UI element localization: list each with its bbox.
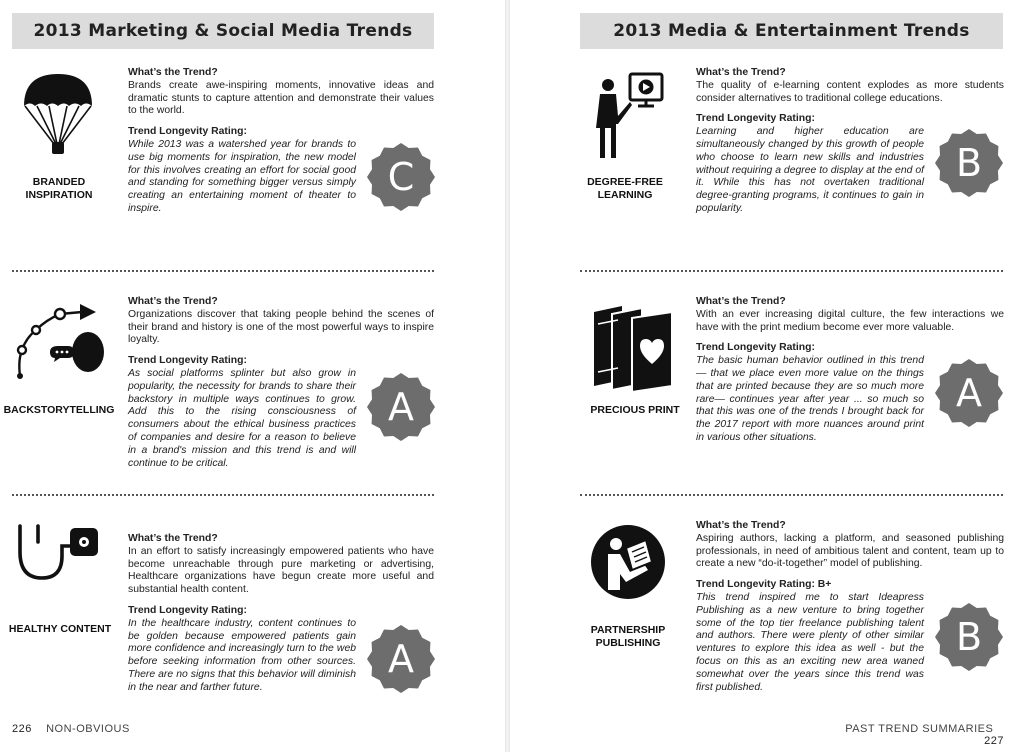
rating-label: Trend Longevity Rating: [696, 113, 815, 125]
what-label: What’s the Trend? [696, 67, 786, 78]
what-text: With an ever increasing digital culture, the few interactions we have with the print medium become ever more valuable. [696, 308, 1004, 333]
what-label: What’s the Trend? [128, 296, 218, 307]
rating-text: In the healthcare industry, content continues to be golden because empowered patients gain more confidence and increasingly turn to the web before seeking information from other sources. There are no signs that this behavior will diminish in the near and farther future. [128, 617, 356, 693]
section-divider [580, 270, 1003, 272]
grade-letter: A [956, 371, 982, 415]
books-heart-icon [592, 302, 674, 399]
right-page [510, 0, 1024, 752]
grade-badge [366, 142, 436, 212]
rating-text: While 2013 was a watershed year for brands to use big moments for inspiration, the new model for this involves creating an effort for social good and standing for something bigger versus simply creating an entertaining moment of theater to inspire. [128, 138, 356, 214]
parachute-icon [20, 72, 96, 161]
grade-letter: B [955, 615, 983, 659]
left-page [0, 0, 505, 752]
rating-label: Trend Longevity Rating: [128, 604, 247, 616]
trend-name: HEALTHY CONTENT [8, 623, 112, 635]
grade-letter: B [955, 141, 983, 185]
grade-badge [934, 128, 1004, 198]
rating-text: The basic human behavior outlined in this trend— that we place even more value on the things that are printed because they are so much more rare— continues year after year ... so much so that this was one of the trends I brought back for the 2017 report with more nuances around print in various other situations. [696, 355, 924, 443]
trend-name: PRECIOUS PRINT [590, 404, 680, 416]
page-footer [12, 723, 130, 735]
what-text: The quality of e-learning content explodes as more students consider alternatives to traditional college educations. [696, 79, 1004, 104]
section-divider [12, 270, 434, 272]
grade-letter: A [388, 385, 414, 429]
stethoscope-icon [14, 522, 102, 599]
what-text: Brands create awe-inspiring moments, innovative ideas and dramatic stunts to capture attention and demonstrate their values to the world. [128, 79, 434, 117]
rating-label: Trend Longevity Rating: [128, 355, 247, 367]
trend-name: BRANDED INSPIRATION [25, 176, 93, 201]
page-number: 227 [984, 735, 1004, 747]
presenter-screen-icon [592, 72, 664, 165]
grade-badge [366, 624, 436, 694]
story-path-icon [12, 300, 108, 387]
grade-letter: A [388, 637, 414, 681]
section-header: 2013 Media & Entertainment Trends [580, 13, 1003, 49]
grade-letter: C [387, 155, 415, 199]
rating-label: Trend Longevity Rating: [696, 342, 815, 354]
rating-label: Trend Longevity Rating: B+ [696, 579, 832, 591]
what-text: In an effort to satisfy increasingly empowered patients who have become unreachable through pure marketing or advertising, Healthcare organizations have begun create more useful and substantial health content. [128, 545, 434, 596]
rating-text: Learning and higher education are simultaneously changed by this growth of people who choose to learn new skills and industries without requiring a degree to display at the end of it. While this has not overtaken traditional degree-granting programs, it continues to gain in popularity. [696, 126, 924, 214]
rating-text: As social platforms splinter but also grow in popularity, the necessity for brands to share their backstory in multiple ways continues to grow. Add this to the rising consciousness of consumers about the ethical business practices of companies and desire for a reason to believe in a brand's mission and this trend is and will continue to be critical. [128, 367, 356, 469]
what-label: What’s the Trend? [128, 67, 218, 78]
what-label: What’s the Trend? [128, 533, 218, 544]
page-footer [830, 723, 1004, 747]
what-text: Aspiring authors, lacking a platform, and seasoned publishing professionals, in need of ambitious talent and content, team up to create a new “do-it-together” model of publishing. [696, 532, 1004, 570]
rating-label: Trend Longevity Rating: [128, 126, 247, 138]
footer-title: PAST TREND SUMMARIES [845, 723, 994, 735]
grade-badge [934, 358, 1004, 428]
trend-name: BACKSTORYTELLING [3, 404, 115, 416]
grade-badge [366, 372, 436, 442]
section-header: 2013 Marketing & Social Media Trends [12, 13, 434, 49]
page-number: 226 [12, 723, 32, 735]
rating-text: This trend inspired me to start Ideapress Publishing as a new venture to bring together some of the top tier freelance publishing talent and authors. There were plenty of other similar ventures to explore this idea as well - but the focus on this as an exciting new area waned somewhat over the years since this trend was first published. [696, 591, 924, 693]
what-label: What’s the Trend? [696, 520, 786, 531]
what-text: Organizations discover that taking people behind the scenes of their brand and history is one of the most powerful ways to inspire loyalty. [128, 308, 434, 346]
section-divider [580, 494, 1003, 496]
reader-circle-icon [590, 524, 666, 605]
what-label: What’s the Trend? [696, 296, 786, 307]
footer-title: NON-OBVIOUS [46, 723, 130, 735]
trend-name: PARTNERSHIP PUBLISHING [590, 624, 666, 649]
section-divider [12, 494, 434, 496]
grade-badge [934, 602, 1004, 672]
trend-name: DEGREE-FREE LEARNING [587, 176, 663, 201]
